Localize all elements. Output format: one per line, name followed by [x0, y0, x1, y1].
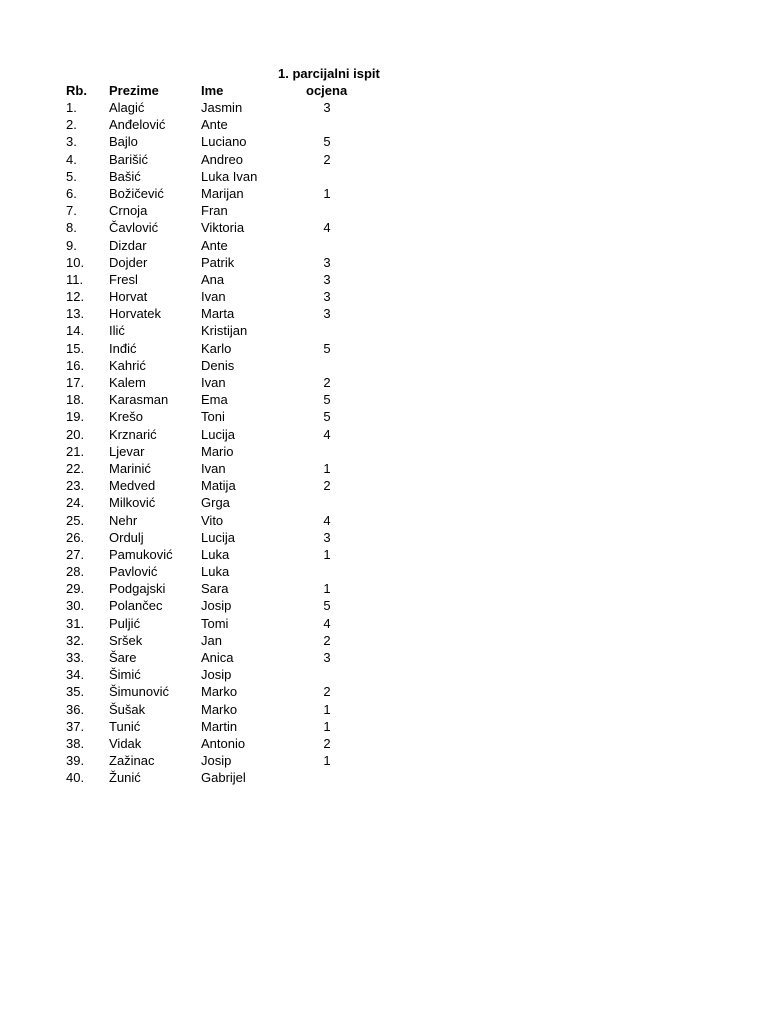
table-row	[0, 666, 768, 683]
table-row	[0, 580, 768, 597]
column-header-ime: Ime	[201, 83, 224, 98]
first-name-cell: Ema	[201, 392, 228, 408]
first-name-cell: Fran	[201, 203, 228, 219]
row-number: 39.	[66, 753, 85, 769]
row-number: 38.	[66, 735, 85, 751]
surname-cell: Šimić	[109, 667, 141, 683]
table-row	[0, 443, 768, 460]
row-number: 12.	[66, 289, 85, 305]
row-number: 4.	[66, 151, 77, 167]
first-name-cell: Luciano	[201, 134, 247, 150]
table-row	[0, 271, 768, 288]
row-number: 19.	[66, 409, 85, 425]
grade-cell: 1	[323, 581, 331, 597]
table-row	[0, 512, 768, 529]
surname-cell: Crnoja	[109, 203, 148, 219]
surname-cell: Dojder	[109, 254, 148, 270]
row-number: 11.	[66, 271, 84, 287]
row-number: 10.	[66, 254, 85, 270]
row-number: 37.	[66, 718, 85, 734]
table-row	[0, 477, 768, 494]
row-number: 34.	[66, 667, 85, 683]
table-row	[0, 357, 768, 374]
first-name-cell: Luka Ivan	[201, 168, 258, 184]
grade-cell: 1	[323, 701, 331, 717]
table-row	[0, 219, 768, 236]
surname-cell: Milković	[109, 495, 156, 511]
first-name-cell: Karlo	[201, 340, 232, 356]
first-name-cell: Vito	[201, 512, 224, 528]
grade-cell: 3	[323, 100, 331, 115]
first-name-cell: Marko	[201, 684, 238, 700]
row-number: 14.	[66, 323, 85, 339]
table-row	[0, 460, 768, 477]
table-row	[0, 340, 768, 357]
table-row	[0, 649, 768, 666]
surname-cell: Krznarić	[109, 426, 157, 442]
first-name-cell: Ante	[201, 117, 228, 133]
row-number: 7.	[66, 203, 77, 219]
surname-cell: Sršek	[109, 632, 143, 648]
surname-cell: Barišić	[109, 151, 149, 167]
grade-cell: 5	[323, 392, 331, 408]
grade-cell: 3	[323, 289, 331, 305]
surname-cell: Vidak	[109, 735, 142, 751]
row-number: 36.	[66, 701, 85, 717]
table-row	[0, 408, 768, 425]
grade-cell: 5	[323, 134, 331, 150]
table-row	[0, 632, 768, 649]
row-number: 17.	[66, 375, 85, 390]
table-row	[0, 288, 768, 305]
column-header-rb: Rb.	[66, 83, 87, 98]
first-name-cell: Ante	[201, 237, 228, 253]
first-name-cell: Josip	[201, 598, 232, 614]
table-row	[0, 426, 768, 443]
surname-cell: Zažinac	[109, 753, 155, 769]
first-name-cell: Andreo	[201, 151, 243, 167]
row-number: 2.	[66, 117, 77, 133]
first-name-cell: Kristijan	[201, 323, 248, 339]
first-name-cell: Marko	[201, 701, 238, 717]
first-name-cell: Martin	[201, 718, 238, 734]
surname-cell: Medved	[109, 478, 156, 494]
table-row	[0, 701, 768, 718]
row-number: 6.	[66, 185, 77, 201]
row-number: 8.	[66, 220, 77, 236]
row-number: 29.	[66, 581, 85, 597]
row-number: 35.	[66, 684, 85, 700]
table-row	[0, 391, 768, 408]
surname-cell: Dizdar	[109, 237, 147, 253]
surname-cell: Horvatek	[109, 306, 162, 322]
first-name-cell: Josip	[201, 753, 232, 769]
surname-cell: Pamuković	[109, 546, 173, 562]
first-name-cell: Anica	[201, 650, 234, 665]
table-row	[0, 563, 768, 580]
table-row	[0, 237, 768, 254]
row-number: 20.	[66, 426, 85, 442]
grade-cell: 4	[323, 615, 331, 631]
row-number: 28.	[66, 564, 85, 580]
grade-cell: 3	[323, 271, 331, 287]
surname-cell: Pavlović	[109, 564, 158, 580]
row-number: 40.	[66, 770, 85, 786]
surname-cell: Šimunović	[109, 684, 169, 700]
column-header-ocjena: ocjena	[306, 83, 348, 98]
surname-cell: Žunić	[109, 770, 141, 786]
first-name-cell: Jan	[201, 632, 222, 648]
grade-cell: 2	[323, 478, 331, 494]
surname-cell: Ilić	[109, 323, 125, 339]
surname-cell: Polančec	[109, 598, 163, 614]
surname-cell: Inđić	[109, 340, 137, 356]
grade-cell: 1	[323, 546, 331, 562]
first-name-cell: Josip	[201, 667, 232, 683]
table-row	[0, 305, 768, 322]
surname-cell: Nehr	[109, 512, 138, 528]
table-row	[0, 683, 768, 700]
surname-cell: Ljevar	[109, 443, 145, 459]
surname-cell: Fresl	[109, 271, 138, 287]
row-number: 15.	[66, 340, 85, 356]
surname-cell: Krešo	[109, 409, 143, 425]
first-name-cell: Marijan	[201, 185, 244, 201]
exam-title: 1. parcijalni ispit	[278, 66, 380, 81]
first-name-cell: Luka	[201, 564, 230, 580]
first-name-cell: Toni	[201, 409, 225, 425]
table-row	[0, 718, 768, 735]
table-row	[0, 374, 768, 391]
row-number: 33.	[66, 650, 85, 665]
surname-cell: Šušak	[109, 701, 146, 717]
grade-cell: 2	[323, 151, 331, 167]
first-name-cell: Marta	[201, 306, 235, 322]
table-row	[0, 735, 768, 752]
grade-cell: 5	[323, 340, 331, 356]
first-name-cell: Tomi	[201, 615, 229, 631]
row-number: 18.	[66, 392, 85, 408]
table-row	[0, 752, 768, 769]
grade-cell: 3	[323, 529, 331, 545]
first-name-cell: Ivan	[201, 460, 226, 476]
first-name-cell: Denis	[201, 357, 235, 373]
table-row	[0, 597, 768, 614]
grade-cell: 2	[323, 375, 331, 390]
grade-cell: 5	[323, 598, 331, 614]
row-number: 22.	[66, 460, 85, 476]
first-name-cell: Jasmin	[201, 100, 243, 115]
table-row	[0, 168, 768, 185]
row-number: 21.	[66, 443, 85, 459]
surname-cell: Alagić	[109, 100, 145, 115]
surname-cell: Bašić	[109, 168, 141, 184]
table-row	[0, 322, 768, 339]
table-row	[0, 769, 768, 786]
row-number: 23.	[66, 478, 85, 494]
row-number: 26.	[66, 529, 85, 545]
table-row	[0, 202, 768, 219]
grade-cell: 2	[323, 684, 331, 700]
grade-cell: 4	[323, 512, 331, 528]
row-number: 5.	[66, 168, 77, 184]
grade-cell: 4	[323, 220, 331, 236]
table-row	[0, 185, 768, 202]
surname-cell: Marinić	[109, 460, 151, 476]
row-number: 25.	[66, 512, 85, 528]
row-number: 16.	[66, 357, 85, 373]
row-number: 31.	[66, 615, 85, 631]
surname-cell: Karasman	[109, 392, 169, 408]
row-number: 9.	[66, 237, 77, 253]
row-number: 1.	[66, 100, 77, 115]
grade-cell: 1	[323, 185, 331, 201]
column-header-prezime: Prezime	[109, 83, 159, 98]
grade-cell: 5	[323, 409, 331, 425]
row-number: 27.	[66, 546, 85, 562]
grade-cell: 4	[323, 426, 331, 442]
table-row	[0, 133, 768, 150]
first-name-cell: Mario	[201, 443, 234, 459]
first-name-cell: Ana	[201, 271, 225, 287]
table-row	[0, 529, 768, 546]
surname-cell: Šare	[109, 650, 137, 665]
table-row	[0, 116, 768, 133]
surname-cell: Horvat	[109, 289, 148, 305]
table-row	[0, 99, 768, 116]
table-row	[0, 615, 768, 632]
grade-cell: 1	[323, 460, 331, 476]
surname-cell: Kahrić	[109, 357, 146, 373]
surname-cell: Podgajski	[109, 581, 166, 597]
first-name-cell: Ivan	[201, 289, 226, 305]
surname-cell: Anđelović	[109, 117, 166, 133]
surname-cell: Bajlo	[109, 134, 138, 150]
surname-cell: Kalem	[109, 375, 146, 390]
surname-cell: Ordulj	[109, 529, 144, 545]
grade-cell: 3	[323, 650, 331, 665]
surname-cell: Tunić	[109, 718, 141, 734]
grade-cell: 2	[323, 632, 331, 648]
row-number: 13.	[66, 306, 85, 322]
surname-cell: Puljić	[109, 615, 141, 631]
grade-cell: 2	[323, 735, 331, 751]
first-name-cell: Patrik	[201, 254, 235, 270]
first-name-cell: Antonio	[201, 735, 246, 751]
table-row	[0, 254, 768, 271]
table-row	[0, 546, 768, 563]
first-name-cell: Lucija	[201, 426, 235, 442]
first-name-cell: Grga	[201, 495, 230, 511]
table-row	[0, 494, 768, 511]
first-name-cell: Luka	[201, 546, 230, 562]
row-number: 30.	[66, 598, 85, 614]
row-number: 32.	[66, 632, 85, 648]
row-number: 3.	[66, 134, 77, 150]
grade-cell: 1	[323, 718, 331, 734]
student-list	[0, 99, 768, 787]
first-name-cell: Matija	[201, 478, 236, 494]
first-name-cell: Ivan	[201, 375, 226, 390]
surname-cell: Božičević	[109, 185, 164, 201]
table-row	[0, 151, 768, 168]
grade-cell: 1	[323, 753, 331, 769]
row-number: 24.	[66, 495, 85, 511]
grade-cell: 3	[323, 306, 331, 322]
surname-cell: Čavlović	[109, 220, 159, 236]
grade-cell: 3	[323, 254, 331, 270]
first-name-cell: Viktoria	[201, 220, 245, 236]
first-name-cell: Lucija	[201, 529, 235, 545]
first-name-cell: Gabrijel	[201, 770, 246, 786]
first-name-cell: Sara	[201, 581, 229, 597]
